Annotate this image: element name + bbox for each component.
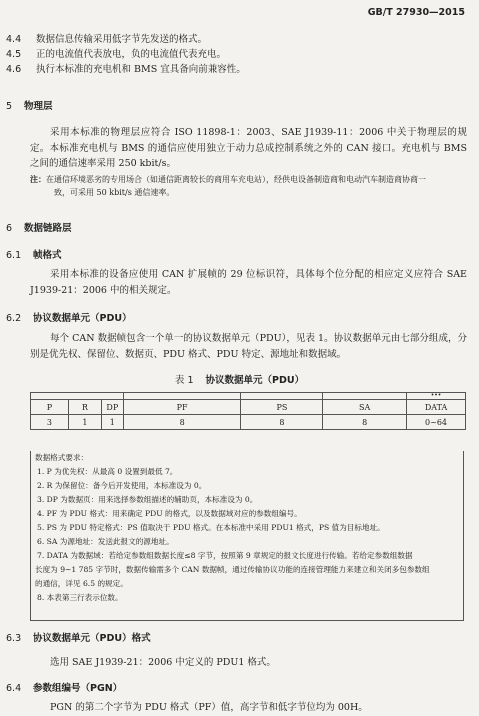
bit-count-cell: 8 — [123, 415, 241, 430]
section-title: 物理层 — [24, 101, 53, 112]
bit-count-cell: 3 — [31, 415, 69, 430]
bit-count-row — [31, 415, 466, 430]
clause-text: 数据信息传输采用低字节先发送的格式。 — [36, 34, 208, 45]
section-number: 5 — [6, 101, 13, 112]
bit-count-cell: 1 — [68, 415, 101, 430]
clause-text: 正的电流值代表放电，负的电流值代表充电。 — [36, 49, 227, 60]
note-line-1: 在通信环境恶劣的专用场合（如通信距离较长的商用车充电站），经供电设备制造商和电动汽车制造商协商一 — [46, 175, 426, 184]
section-6-heading — [6, 220, 72, 234]
header-cell: P — [31, 400, 69, 415]
clause-4-5 — [6, 48, 226, 62]
note-item: 8. 本表第三行表示位数。 — [37, 593, 123, 602]
table-title: 协议数据单元（PDU） — [205, 375, 305, 386]
clause-title: 协议数据单元（PDU）格式 — [33, 633, 151, 644]
note-item-7-line-1: 7. DATA 为数据域：若给定参数组数据长度≤8 字节，按照第 9 章规定的报文长度进行传输。若给定参数组数据 — [37, 551, 413, 560]
bit-count-cell: 8 — [323, 415, 407, 430]
clause-6-2-heading — [6, 310, 132, 324]
clause-number: 6.1 — [6, 250, 22, 261]
bit-ruler-cell — [123, 393, 241, 400]
section-5-note — [30, 174, 467, 199]
section-title: 数据链路层 — [24, 223, 72, 234]
pdu-table — [30, 392, 466, 430]
note-item: 4. PF 为 PDU 格式：用来确定 PDU 的格式，以及数据域对应的参数组编号。 — [37, 509, 302, 518]
clause-6-1-paragraph: 采用本标准的设备应使用 CAN 扩展帧的 29 位标识符，具体每个位分配的相应定义应符合 SAE J1939-21：2006 中的相关规定。 — [30, 269, 467, 296]
bit-ruler-ellipsis: ••• — [407, 393, 466, 400]
clause-6-1-heading — [6, 247, 62, 261]
clause-number: 4.6 — [6, 64, 22, 75]
bit-ruler-cell — [31, 393, 124, 400]
clause-title: 帧格式 — [33, 250, 62, 261]
clause-number: 6.3 — [6, 633, 22, 644]
clause-number: 4.5 — [6, 49, 22, 60]
clause-number: 4.4 — [6, 34, 22, 45]
clause-text: 执行本标准的充电机和 BMS 宜具备向前兼容性。 — [36, 64, 246, 75]
clause-6-3-paragraph: 选用 SAE J1939-21：2006 中定义的 PDU1 格式。 — [50, 657, 276, 668]
clause-title: 协议数据单元（PDU） — [33, 313, 132, 324]
table-1-caption — [0, 372, 479, 386]
note-item: 6. SA 为源地址：发送此报文的源地址。 — [37, 537, 174, 546]
bit-ruler-row — [31, 393, 466, 400]
header-cell: R — [68, 400, 101, 415]
note-line-2: 致，可采用 50 kbit/s 通信速率。 — [54, 187, 175, 197]
clause-number: 6.4 — [6, 683, 22, 694]
clause-number: 6.2 — [6, 313, 22, 324]
clause-6-3-heading — [6, 630, 151, 644]
header-cell: DP — [101, 400, 123, 415]
note-label: 注： — [30, 175, 46, 184]
note-item: 3. DP 为数据页：用来选择参数组描述的辅助页，本标准设为 0。 — [37, 495, 258, 504]
clause-4-6 — [6, 63, 246, 77]
note-item: 2. R 为保留位：备今后开发使用，本标准设为 0。 — [37, 481, 207, 490]
clause-title: 参数组编号（PGN） — [33, 683, 123, 694]
section-number: 6 — [6, 223, 13, 234]
table-number: 表 1 — [174, 375, 194, 386]
header-cell: DATA — [407, 400, 466, 415]
bit-ruler-cell — [323, 393, 407, 400]
clause-6-2-paragraph: 每个 CAN 数据帧包含一个单一的协议数据单元（PDU），见表 1。协议数据单元由七部分组成，分别是优先权、保留位、数据页、PDU 格式、PDU 特定、源地址和数据域。 — [30, 333, 467, 360]
note-item-7-line-3: 的通信，详见 6.5 的规定。 — [35, 579, 128, 588]
note-item-7-line-2: 长度为 9~1 785 字节时，数据传输需多个 CAN 数据帧，通过传输协议功能的连接管理能力来建立和关闭多包参数组 — [35, 565, 430, 574]
bit-count-cell: 8 — [241, 415, 323, 430]
bit-ruler-cell — [241, 393, 323, 400]
table-header-row — [31, 400, 466, 415]
header-cell: PS — [241, 400, 323, 415]
header-cell: PF — [123, 400, 241, 415]
clause-6-4-heading — [6, 680, 122, 694]
standard-number-header: GB/T 27930—2015 — [367, 7, 465, 18]
clause-6-4-paragraph: PGN 的第二个字节为 PDU 格式（PF）值，高字节和低字节位均为 00H。 — [50, 702, 368, 713]
header-cell: SA — [323, 400, 407, 415]
section-5-paragraph: 采用本标准的物理层应符合 ISO 11898-1：2003、SAE J1939-11：2006 中关于物理层的规定。本标准充电机与 BMS 的通信应使用独立于动力总成控制系统之外的 CAN 接口。充电机与 BMS 之间的通信速率采用 250 kbit/s。 — [30, 127, 467, 169]
note-item: 1. P 为优先权：从最高 0 设置到最低 7。 — [37, 467, 178, 476]
bit-count-cell: 1 — [101, 415, 123, 430]
notes-title: 数据格式要求： — [35, 453, 89, 462]
note-item: 5. PS 为 PDU 特定格式：PS 值取决于 PDU 格式。在本标准中采用 PDU1 格式，PS 值为目标地址。 — [37, 523, 385, 532]
table-notes — [30, 451, 464, 621]
clause-4-4 — [6, 33, 207, 47]
bit-count-cell: 0~64 — [407, 415, 466, 430]
section-5-heading — [6, 98, 53, 112]
